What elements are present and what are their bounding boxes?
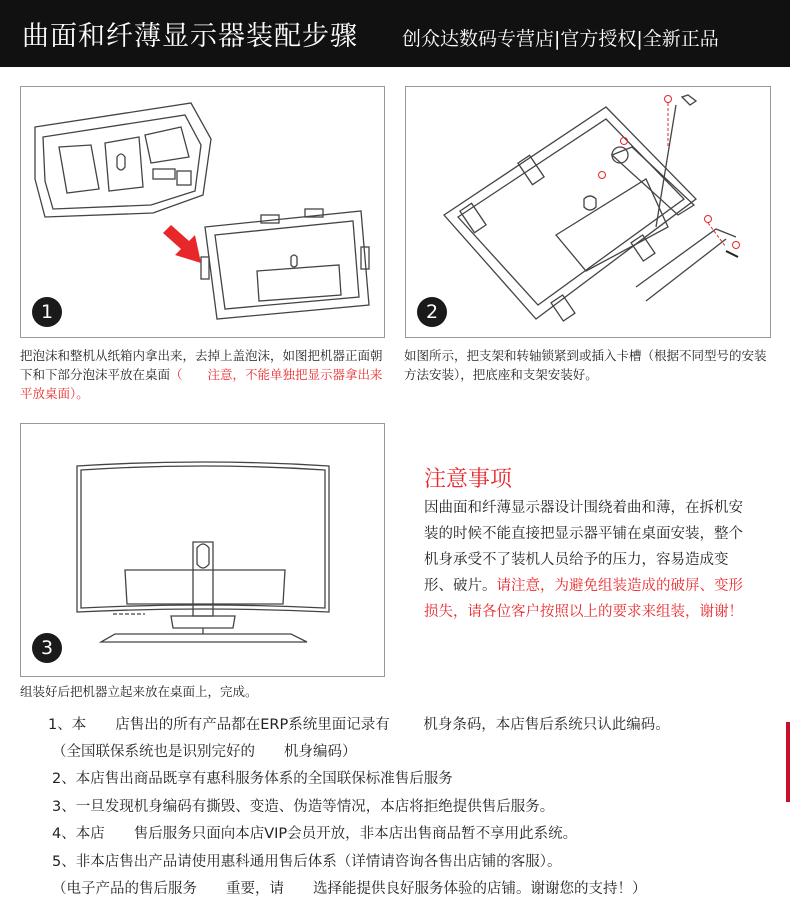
assembled-monitor-drawing xyxy=(21,424,384,676)
step-3-caption xyxy=(20,682,400,701)
shop-tagline: 创众达数码专营店|官方授权|全新正品 xyxy=(402,28,719,50)
step-3-caption-text: 组装好后把机器立起来放在桌面上，完成。 xyxy=(20,684,258,699)
policy-line-3: 3、一旦发现机身编码有撕毁、变造、伪造等情况，本店将拒绝提供售后服务。 xyxy=(52,799,555,815)
notice-body-text: 因曲面和纤薄显示器设计围绕着曲和薄，在拆机安装的时候不能直接把显示器平铺在桌面安装，整个机身承受不了装机人员给予的压力，容易造成变形、破片。 xyxy=(424,500,743,594)
step-2-caption xyxy=(404,346,772,384)
step-2-caption-text: 如图所示，把支架和转轴锁紧到或插入卡槽（根据不同型号的安装方法安装），把底座和支架安装好。 xyxy=(404,348,767,382)
stand-mounting-drawing xyxy=(406,87,770,337)
step-1-caption xyxy=(20,346,384,403)
page-header xyxy=(0,0,790,67)
step-1-badge: 1 xyxy=(32,297,62,327)
policy-line-4: 4、本店 售后服务只面向本店VIP会员开放，非本店出售商品暂不享用此系统。 xyxy=(52,826,578,842)
step-3-badge: 3 xyxy=(32,633,62,663)
policy-line-6: （电子产品的售后服务 重要，请 选择能提供良好服务体验的店铺。谢谢您的支持！） xyxy=(52,881,647,897)
step-3-illustration xyxy=(20,423,385,677)
step-2-illustration xyxy=(405,86,771,338)
notice-body-warning: 请注意，为避免组装造成的破屏、变形损失，请各位客户按照以上的要求来组装，谢谢！ xyxy=(424,578,743,620)
policy-line-1: 1、本 店售出的所有产品都在ERP系统里面记录有 机身条码，本店售后系统只认此编码。 xyxy=(48,717,670,733)
page-title: 曲面和纤薄显示器装配步骤 xyxy=(22,21,358,52)
notice-title: 注意事项 xyxy=(424,467,513,492)
policy-line-2: 2、本店售出商品既享有惠科服务体系的全国联保标准售后服务 xyxy=(52,771,453,787)
step-1-caption-warning: （ 注意，不能单独把显示器拿出来平放桌面）。 xyxy=(20,367,383,401)
policy-line-5: 5、非本店售出产品请使用惠科通用售后体系（详情请咨询各售出店铺的客服）。 xyxy=(52,854,562,870)
foam-and-monitor-drawing xyxy=(21,87,384,337)
policy-line-1-note: （全国联保系统也是识别完好的 机身编码） xyxy=(52,744,357,760)
step-2-badge: 2 xyxy=(417,297,447,327)
red-arrow-icon xyxy=(163,225,201,263)
side-accent-bar xyxy=(786,722,790,802)
step-1-illustration xyxy=(20,86,385,338)
step-1-caption-text: 把泡沫和整机从纸箱内拿出来，去掉上盖泡沫，如图把机器正面朝下和下部分泡沫平放在桌面 xyxy=(20,348,383,382)
notice-body xyxy=(424,495,754,625)
